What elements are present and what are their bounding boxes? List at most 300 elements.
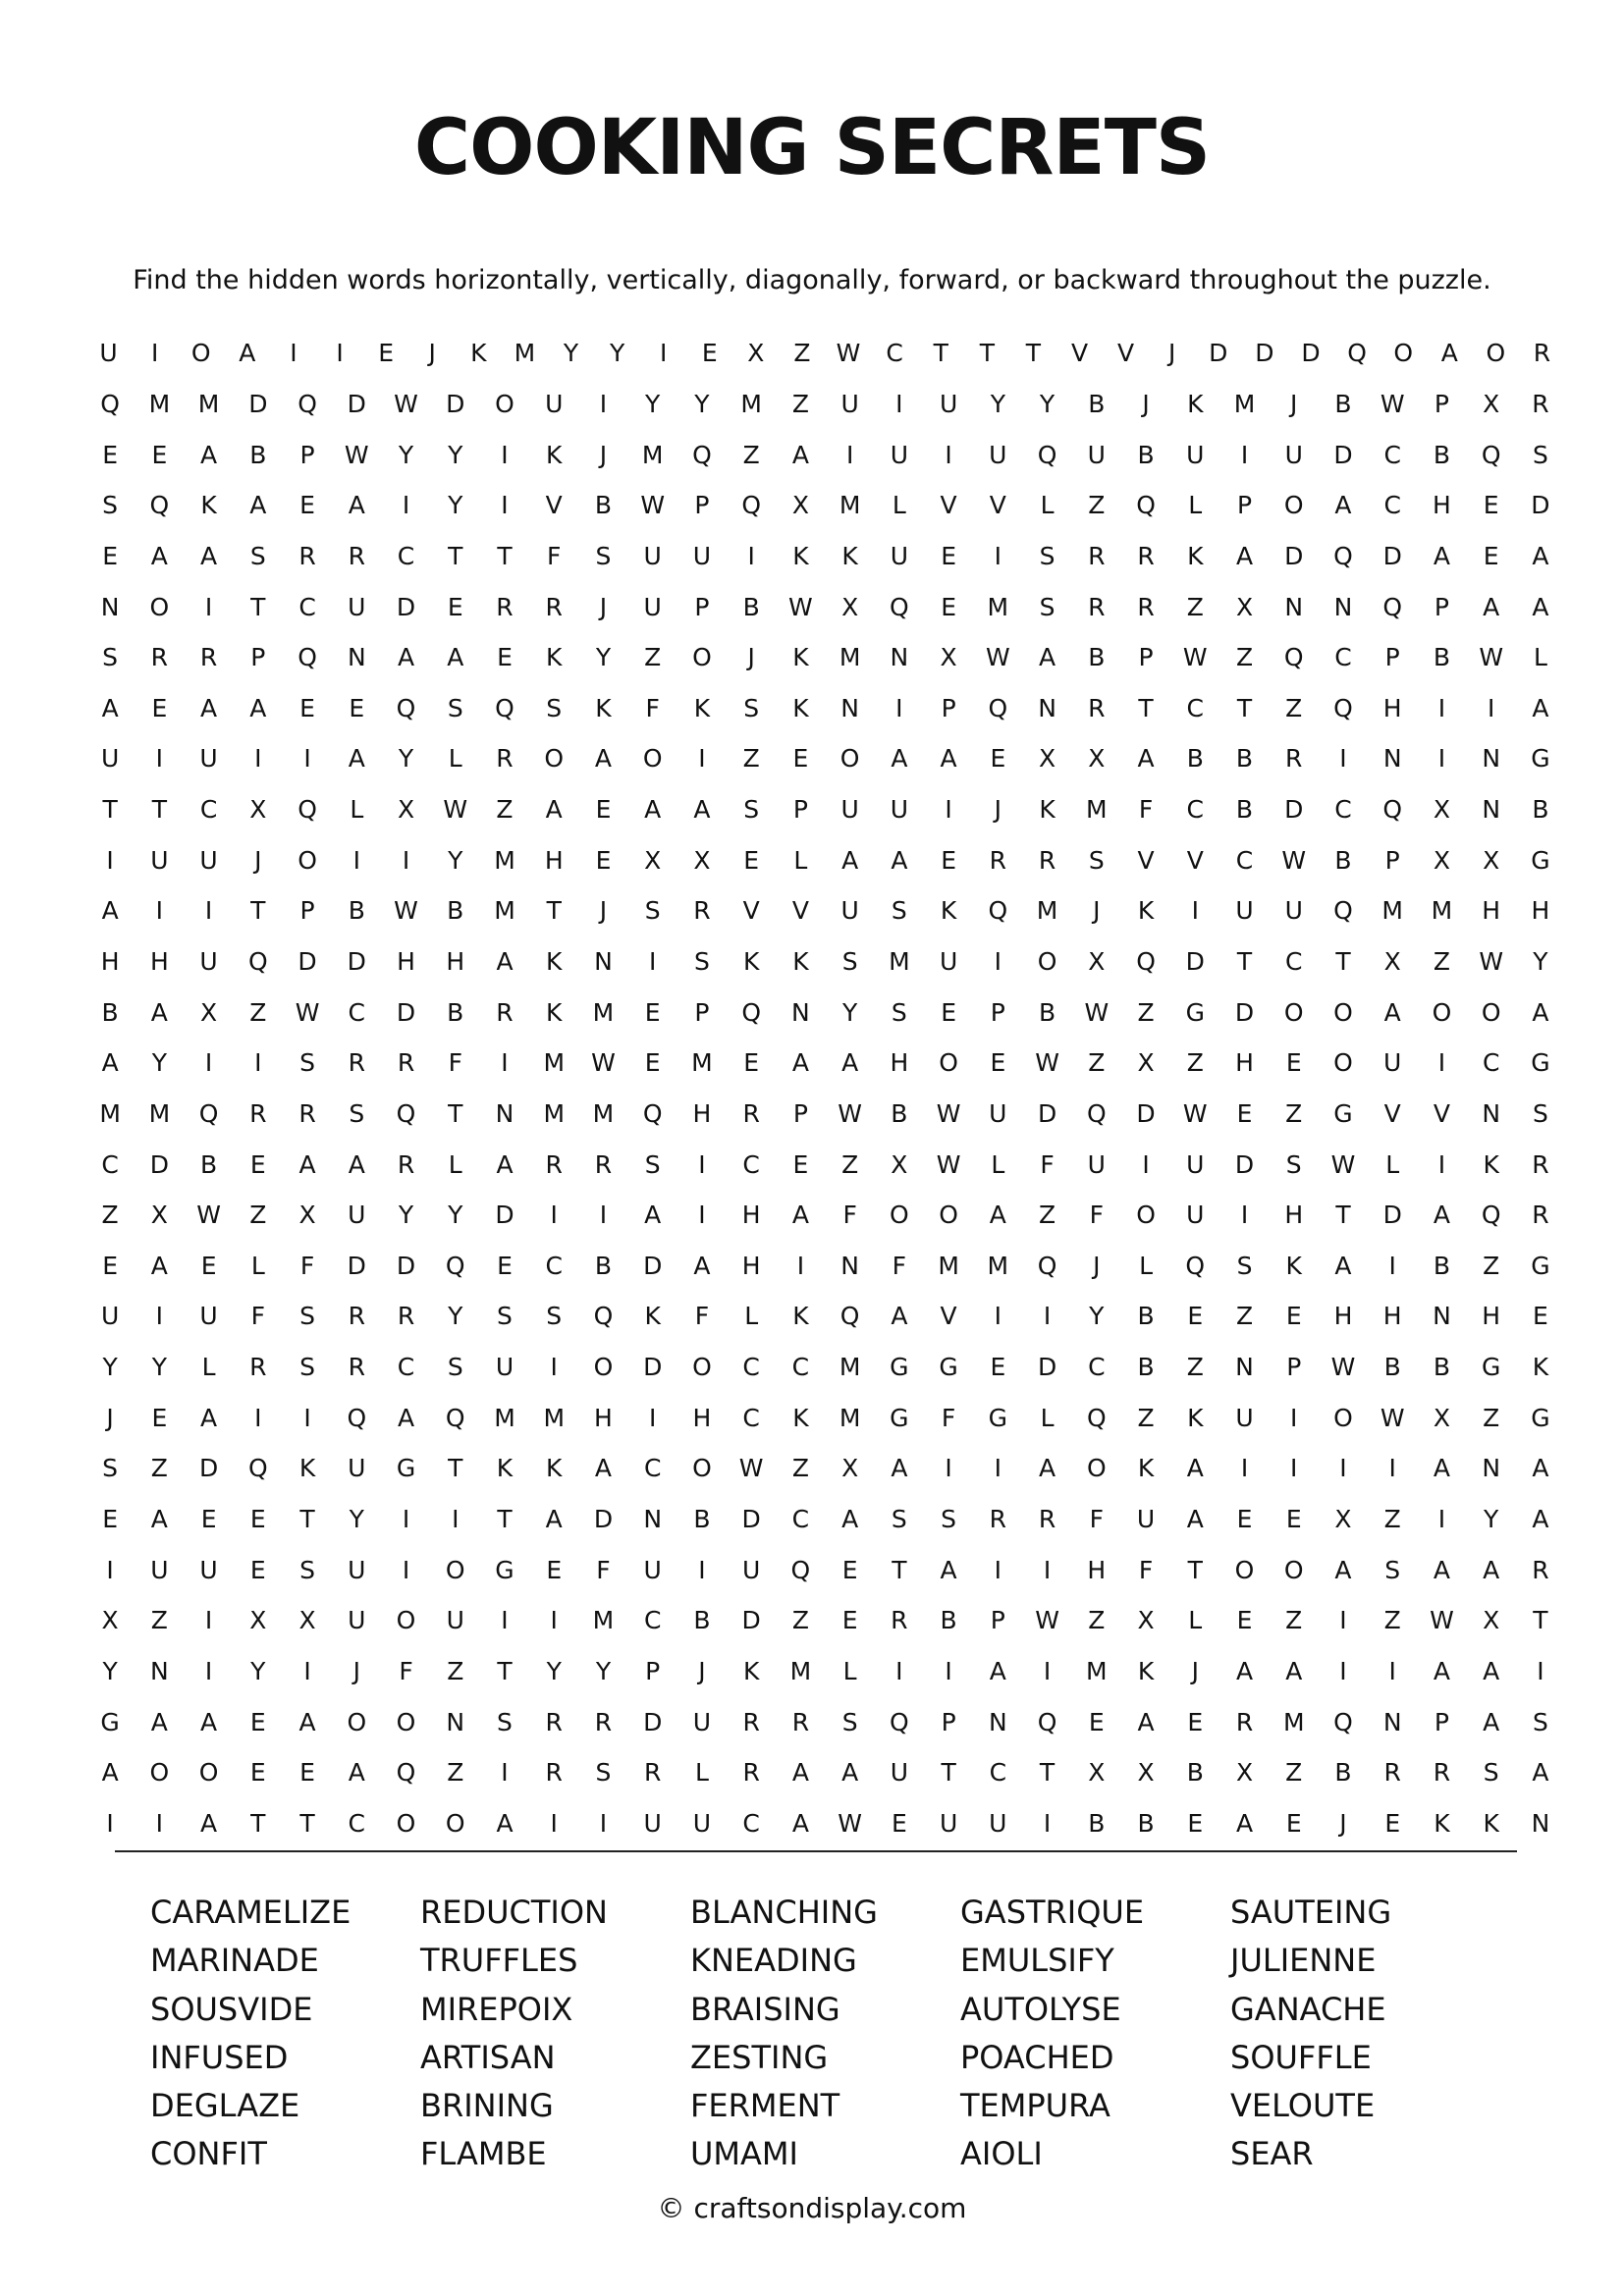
grid-letter: A [1532,1505,1549,1534]
grid-letter: Q [692,440,712,469]
grid-letter: C [742,1149,760,1179]
grid-letter: B [891,1098,908,1128]
grid-letter: Q [149,491,170,520]
grid-letter: V [940,1302,957,1331]
grid-letter: A [150,1505,168,1534]
grid-letter: T [1187,1555,1203,1584]
grid-letter: A [940,744,957,774]
grid-letter: B [101,997,119,1027]
grid-letter: Q [1481,440,1501,469]
grid-letter: Z [1285,693,1303,722]
grid-letter: Q [1333,896,1353,926]
grid-letter: C [742,1353,760,1382]
grid-letter: F [941,1403,956,1432]
grid-letter: Q [298,795,317,825]
grid-letter: N [150,1656,169,1685]
grid-letter: I [402,491,410,520]
grid-letter: G [1185,997,1205,1027]
grid-letter: X [1334,1505,1352,1534]
grid-letter: W [1281,845,1307,875]
grid-letter: R [742,1758,760,1788]
grid-letter: I [1290,1403,1298,1432]
grid-letter: L [1533,643,1547,672]
grid-letter: A [1433,541,1450,570]
grid-letter: I [945,440,952,469]
grid-letter: E [249,1505,266,1534]
grid-letter: C [643,1454,662,1483]
grid-letter: X [1137,1606,1155,1635]
grid-letter: P [1434,389,1449,418]
grid-letter: E [595,845,612,875]
word-column [690,1896,946,2187]
grid-letter: M [1036,896,1058,926]
grid-letter: N [1382,1707,1402,1736]
grid-letter: O [1486,339,1506,368]
grid-letter: T [250,896,266,926]
grid-letter: Z [1383,1505,1401,1534]
grid-row [85,1696,1565,1747]
grid-letter: M [99,1098,121,1128]
grid-letter: K [940,896,957,926]
word-list [150,1896,1525,2191]
grid-letter: J [428,339,436,368]
grid-row [85,379,1565,430]
grid-row [85,1494,1565,1545]
grid-letter: Q [1086,1098,1107,1128]
grid-letter: I [698,744,706,774]
grid-letter: E [701,339,718,368]
word-column [960,1896,1216,2187]
grid-letter: L [744,1302,759,1331]
word-item: CARAMELIZE [150,1894,352,1931]
grid-letter: G [1333,1098,1353,1128]
grid-letter: P [299,896,315,926]
grid-letter: D [1136,1098,1156,1128]
grid-letter: Q [1481,1201,1501,1230]
grid-letter: A [841,1505,859,1534]
grid-row [85,531,1565,582]
grid-letter: M [148,389,171,418]
grid-letter: N [1482,744,1501,774]
grid-letter: I [550,1808,558,1838]
grid-letter: Z [1088,1048,1106,1078]
grid-letter: C [791,1505,810,1534]
divider [115,1850,1517,1852]
grid-letter: H [741,1201,761,1230]
grid-letter: C [199,795,218,825]
grid-letter: A [545,795,563,825]
grid-letter: U [989,1808,1007,1838]
grid-letter: U [348,1606,366,1635]
grid-letter: Y [349,1505,364,1534]
grid-letter: R [249,1098,267,1128]
grid-letter: Z [791,389,809,418]
grid-letter: B [1433,1353,1451,1382]
grid-letter: X [841,592,859,621]
grid-letter: K [546,440,563,469]
grid-letter: R [1137,541,1155,570]
grid-letter: I [1142,1149,1150,1179]
grid-row [85,1190,1565,1241]
grid-letter: Z [742,744,760,774]
grid-letter: E [1533,1302,1548,1331]
grid-letter: L [1188,1606,1203,1635]
grid-letter: K [298,1454,316,1483]
grid-letter: E [1384,1808,1401,1838]
grid-letter: E [349,693,365,722]
grid-letter: I [895,1656,903,1685]
grid-letter: R [594,1707,613,1736]
grid-letter: M [987,592,1009,621]
grid-letter: J [994,795,1002,825]
grid-letter: U [692,541,712,570]
grid-letter: I [155,896,164,926]
grid-letter: X [1235,592,1254,621]
grid-letter: I [1043,1302,1052,1331]
grid-letter: V [1070,339,1089,368]
grid-letter: R [1533,339,1551,368]
grid-letter: Y [1089,1302,1105,1331]
grid-letter: W [1084,997,1110,1027]
grid-letter: Y [694,389,710,418]
grid-letter: M [1431,896,1453,926]
grid-letter: E [1285,1808,1302,1838]
grid-letter: E [249,1707,266,1736]
grid-letter: I [599,389,608,418]
grid-letter: A [841,1048,859,1078]
grid-letter: U [1284,440,1303,469]
grid-letter: S [1384,1555,1401,1584]
grid-letter: I [501,1606,509,1635]
grid-letter: Q [1333,693,1353,722]
grid-letter: S [1532,440,1548,469]
grid-letter: U [446,1606,464,1635]
grid-row [85,1595,1565,1646]
grid-letter: J [1339,1808,1347,1838]
grid-letter: D [643,1251,663,1280]
grid-letter: A [1433,1656,1450,1685]
grid-letter: S [743,795,760,825]
grid-letter: D [643,1353,663,1382]
grid-letter: H [544,845,564,875]
grid-letter: I [599,1201,608,1230]
grid-letter: O [692,643,712,672]
grid-letter: N [1433,1302,1451,1331]
grid-letter: S [1088,845,1105,875]
grid-letter: Z [1137,1403,1155,1432]
grid-letter: Y [609,339,625,368]
grid-letter: A [891,845,908,875]
grid-letter: M [789,1656,812,1685]
grid-letter: M [592,1606,615,1635]
grid-letter: S [102,1454,119,1483]
grid-letter: F [1138,1555,1154,1584]
grid-letter: S [743,693,760,722]
grid-letter: S [102,643,119,672]
grid-row [85,682,1565,733]
grid-letter: W [1380,1403,1405,1432]
grid-letter: E [792,744,809,774]
grid-letter: A [200,440,218,469]
grid-letter: W [1182,643,1208,672]
grid-letter: V [1433,1098,1450,1128]
grid-letter: O [1333,1048,1353,1078]
grid-letter: D [396,997,416,1027]
grid-letter: P [941,1707,956,1736]
word-item: TRUFFLES [420,1942,578,1980]
grid-letter: W [1479,947,1504,976]
grid-letter: G [1531,1048,1550,1078]
grid-letter: L [694,1758,709,1788]
grid-letter: G [1531,1251,1550,1280]
grid-letter: I [1043,1656,1052,1685]
grid-letter: B [1334,1758,1352,1788]
grid-letter: K [595,693,612,722]
grid-letter: Q [247,1454,268,1483]
grid-letter: K [742,947,760,976]
grid-letter: P [1384,845,1400,875]
grid-letter: R [1038,1505,1056,1534]
grid-letter: I [402,845,410,875]
grid-letter: X [249,1606,267,1635]
grid-letter: R [545,1707,563,1736]
grid-letter: T [497,541,513,570]
grid-letter: A [891,744,908,774]
grid-letter: U [150,845,169,875]
grid-letter: O [939,1048,958,1078]
grid-letter: U [989,440,1007,469]
grid-letter: I [254,1403,262,1432]
grid-letter: L [793,845,808,875]
grid-letter: Z [644,643,662,672]
grid-letter: W [1035,1606,1059,1635]
grid-letter: P [694,997,710,1027]
grid-letter: O [544,744,565,774]
grid-letter: I [796,1251,805,1280]
grid-letter: S [891,896,907,926]
grid-letter: W [1330,1149,1356,1179]
grid-letter: A [496,1808,514,1838]
grid-letter: J [599,592,608,621]
grid-letter: Q [445,1403,465,1432]
grid-letter: R [1532,1149,1549,1179]
grid-letter: I [303,1656,311,1685]
grid-letter: A [693,795,711,825]
grid-letter: E [1187,1302,1204,1331]
grid-letter: O [396,1808,416,1838]
grid-letter: A [791,1048,809,1078]
grid-letter: R [348,541,365,570]
grid-letter: E [200,1505,217,1534]
grid-letter: I [303,744,311,774]
grid-letter: X [1235,1758,1254,1788]
grid-letter: B [1038,997,1056,1027]
grid-letter: Z [1186,1048,1204,1078]
grid-letter: Z [1137,997,1155,1027]
grid-letter: X [298,1606,316,1635]
grid-letter: D [643,1707,663,1736]
grid-letter: X [1039,744,1056,774]
grid-letter: A [1532,1454,1549,1483]
grid-letter: U [348,592,366,621]
grid-letter: G [1481,1353,1501,1382]
grid-letter: N [840,693,859,722]
grid-letter: I [659,339,668,368]
grid-letter: E [644,997,661,1027]
grid-letter: S [941,1505,957,1534]
grid-letter: Z [791,1606,809,1635]
grid-letter: U [1235,896,1254,926]
grid-letter: I [945,1454,952,1483]
grid-letter: D [1234,997,1255,1027]
grid-letter: S [447,693,463,722]
grid-letter: O [692,1454,712,1483]
grid-letter: S [1532,1098,1548,1128]
grid-letter: A [200,1707,218,1736]
grid-letter: E [595,795,612,825]
grid-letter: H [741,1251,761,1280]
grid-letter: U [939,1808,958,1838]
grid-letter: U [1186,440,1205,469]
grid-letter: A [1433,1454,1450,1483]
grid-letter: M [514,339,536,368]
grid-letter: J [599,896,608,926]
grid-letter: Q [1136,491,1156,520]
grid-letter: M [543,1403,566,1432]
grid-letter: N [594,947,613,976]
grid-letter: A [101,1758,119,1788]
grid-letter: U [1235,1403,1254,1432]
grid-letter: E [891,1808,907,1838]
word-item: BRINING [420,2087,554,2125]
grid-letter: S [1039,541,1056,570]
grid-letter: F [299,1251,315,1280]
grid-letter: A [200,1403,218,1432]
grid-letter: M [494,845,515,875]
grid-row [85,733,1565,784]
grid-letter: A [1285,1656,1303,1685]
grid-letter: H [1382,1302,1402,1331]
word-item: REDUCTION [420,1894,608,1931]
grid-letter: N [1235,1353,1254,1382]
grid-letter: D [1037,1098,1057,1128]
grid-letter: A [150,1251,168,1280]
grid-letter: A [1433,1555,1450,1584]
grid-letter: U [545,389,564,418]
grid-letter: J [1093,1251,1101,1280]
grid-letter: R [1088,541,1106,570]
grid-letter: M [987,1251,1009,1280]
grid-letter: S [546,693,563,722]
grid-letter: S [644,896,661,926]
grid-letter: J [1142,389,1150,418]
grid-letter: X [1137,1048,1155,1078]
grid-letter: K [546,643,563,672]
grid-letter: H [446,947,465,976]
grid-letter: D [347,947,366,976]
grid-letter: P [1236,491,1253,520]
grid-letter: E [990,1353,1006,1382]
grid-letter: G [890,1353,909,1382]
grid-letter: M [839,1353,861,1382]
word-item: MIREPOIX [420,1990,573,2028]
grid-letter: O [1037,947,1057,976]
grid-letter: I [501,1048,509,1078]
grid-letter: D [741,1505,761,1534]
grid-letter: S [595,1758,612,1788]
grid-letter: B [1088,643,1106,672]
grid-letter: W [936,1098,961,1128]
grid-letter: M [1233,389,1256,418]
word-item: GANACHE [1230,1990,1386,2028]
word-item: UMAMI [690,2135,798,2173]
grid-letter: J [1168,339,1176,368]
grid-letter: Z [841,1149,859,1179]
grid-letter: P [299,440,315,469]
grid-row [85,1089,1565,1140]
grid-letter: E [378,339,394,368]
grid-letter: U [643,1808,662,1838]
grid-letter: D [396,592,416,621]
grid-letter: C [397,1353,415,1382]
grid-letter: O [1283,491,1304,520]
grid-letter: Q [890,1707,909,1736]
grid-letter: Y [151,1353,167,1382]
grid-letter: Q [839,1302,860,1331]
grid-letter: Q [790,1555,811,1584]
grid-letter: D [446,389,465,418]
grid-letter: C [886,339,903,368]
grid-letter: B [1334,389,1352,418]
grid-row [85,1392,1565,1443]
grid-letter: U [199,947,218,976]
grid-letter: A [101,693,119,722]
grid-letter: C [1285,947,1303,976]
grid-letter: Q [988,896,1008,926]
word-item: VELOUTE [1230,2087,1376,2125]
grid-letter: U [1383,1048,1402,1078]
grid-letter: U [99,339,118,368]
grid-letter: A [1186,1505,1204,1534]
grid-letter: Y [990,389,1005,418]
grid-letter: Z [249,1201,267,1230]
grid-letter: U [840,389,859,418]
grid-letter: K [1137,896,1155,926]
grid-letter: E [644,1048,661,1078]
grid-letter: C [791,1353,810,1382]
word-item: POACHED [960,2038,1114,2076]
grid-letter: E [841,1555,858,1584]
grid-letter: H [1382,693,1402,722]
grid-letter: O [298,845,317,875]
grid-letter: U [199,845,218,875]
grid-letter: Y [595,1656,612,1685]
grid-letter: H [692,1403,712,1432]
grid-letter: Q [1382,795,1403,825]
grid-letter: H [397,947,415,976]
grid-letter: E [941,592,956,621]
grid-letter: G [1531,845,1550,875]
word-item: ARTISAN [420,2038,556,2076]
grid-letter: C [1334,795,1352,825]
grid-letter: M [494,1403,515,1432]
grid-letter: E [1483,491,1499,520]
grid-letter: I [150,339,159,368]
grid-letter: D [495,1201,514,1230]
grid-letter: C [101,1149,119,1179]
grid-letter: H [1482,896,1501,926]
grid-row [85,581,1565,632]
